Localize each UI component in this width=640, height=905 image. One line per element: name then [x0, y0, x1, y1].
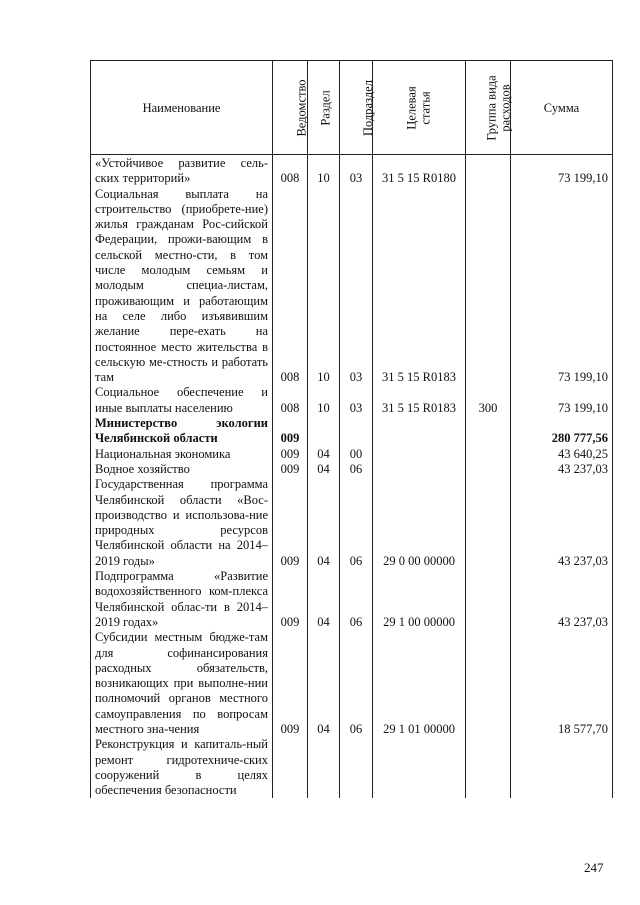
department-cell: 009 [273, 569, 308, 630]
header-amount: Сумма [511, 61, 613, 155]
amount-cell: 43 237,03 [511, 569, 613, 630]
table-header-row [91, 61, 613, 155]
subsection-cell: 03 [340, 385, 373, 416]
department-cell: 009 [273, 630, 308, 737]
section-cell: 10 [308, 187, 340, 386]
department-cell: 009 [273, 447, 308, 462]
target-article-cell: 31 5 15 R0183 [373, 385, 466, 416]
target-article-cell: 29 1 01 00000 [373, 630, 466, 737]
subsection-cell: 06 [340, 569, 373, 630]
expense-group-cell [466, 416, 511, 447]
subsection-cell: 03 [340, 155, 373, 187]
amount-cell: 43 640,25 [511, 447, 613, 462]
name-cell: Министерство экологии Челябинской области [91, 416, 273, 447]
header-section: Раздел [308, 61, 340, 155]
section-cell: 04 [308, 462, 340, 477]
target-article-cell: 31 5 15 R0183 [373, 187, 466, 386]
section-cell: 04 [308, 569, 340, 630]
subsection-cell: 03 [340, 187, 373, 386]
subsection-cell: 06 [340, 630, 373, 737]
expense-group-cell [466, 155, 511, 187]
table-row [91, 630, 613, 737]
section-cell [308, 737, 340, 798]
page-number: 247 [584, 860, 604, 875]
subsection-cell [340, 737, 373, 798]
expense-group-cell: 300 [466, 385, 511, 416]
section-cell: 10 [308, 385, 340, 416]
table-row [91, 187, 613, 386]
section-cell: 04 [308, 447, 340, 462]
expense-group-cell [466, 187, 511, 386]
name-cell: Подпрограмма «Развитие водохозяйственного ком-плекса Челябинской облас-ти в 2014–2019 годах» [91, 569, 273, 630]
table-body [91, 155, 613, 799]
amount-cell: 43 237,03 [511, 477, 613, 569]
table-row [91, 155, 613, 187]
expense-group-cell [466, 569, 511, 630]
name-cell: Социальная выплата на строительство (приобрете-ние) жилья гражданам Рос-сийской Федерации, прожи-вающим в сельской местно-сти, в том числе молодым семьям и молодым специа-листам, проживающим и работающим на селе либо изъявившим желание пере-ехать на постоянное место жительства в сельскую ме-стность и работать там [91, 187, 273, 386]
table-row [91, 462, 613, 477]
name-cell: Национальная экономика [91, 447, 273, 462]
department-cell: 009 [273, 416, 308, 447]
budget-table [90, 60, 613, 798]
target-article-cell: 29 1 00 00000 [373, 569, 466, 630]
table-row [91, 569, 613, 630]
target-article-cell: 31 5 15 R0180 [373, 155, 466, 187]
table-row [91, 447, 613, 462]
amount-cell: 73 199,10 [511, 385, 613, 416]
amount-cell: 43 237,03 [511, 462, 613, 477]
subsection-cell: 00 [340, 447, 373, 462]
expense-group-cell [466, 447, 511, 462]
target-article-cell: 29 0 00 00000 [373, 477, 466, 569]
section-cell: 04 [308, 630, 340, 737]
table-row [91, 477, 613, 569]
header-subsection: Подраздел [340, 61, 373, 155]
expense-group-cell [466, 737, 511, 798]
expense-group-cell [466, 630, 511, 737]
target-article-cell [373, 737, 466, 798]
section-cell: 04 [308, 477, 340, 569]
expense-group-cell [466, 462, 511, 477]
target-article-cell [373, 462, 466, 477]
name-cell: Субсидии местным бюдже-там для софинансирования расходных обязательств, возникающих при выполне-нии полномочий органов местного самоуправления по вопросам местного зна-чения [91, 630, 273, 737]
department-cell [273, 737, 308, 798]
subsection-cell: 06 [340, 462, 373, 477]
section-cell: 10 [308, 155, 340, 187]
target-article-cell [373, 447, 466, 462]
amount-cell: 73 199,10 [511, 155, 613, 187]
department-cell: 008 [273, 155, 308, 187]
table-row [91, 416, 613, 447]
department-cell: 008 [273, 385, 308, 416]
header-expense-group: Группа вида расходов [466, 61, 511, 155]
name-cell: Реконструкция и капиталь-ный ремонт гидротехниче-ских сооружений в целях обеспечения безопасности [91, 737, 273, 798]
subsection-cell [340, 416, 373, 447]
name-cell: «Устойчивое развитие сель-ских территорий» [91, 155, 273, 187]
header-name: Наименование [91, 61, 273, 155]
amount-cell [511, 737, 613, 798]
table-row [91, 737, 613, 798]
name-cell: Водное хозяйство [91, 462, 273, 477]
amount-cell: 280 777,56 [511, 416, 613, 447]
expense-group-cell [466, 477, 511, 569]
header-target-article: Целевая статья [373, 61, 466, 155]
subsection-cell: 06 [340, 477, 373, 569]
header-department: Ведомство [273, 61, 308, 155]
department-cell: 008 [273, 187, 308, 386]
amount-cell: 73 199,10 [511, 187, 613, 386]
name-cell: Социальное обеспечение и иные выплаты населению [91, 385, 273, 416]
section-cell [308, 416, 340, 447]
name-cell: Государственная программа Челябинской области «Вос-производство и использова-ние природных ресурсов Челябинской области на 2014–2019 годы» [91, 477, 273, 569]
target-article-cell [373, 416, 466, 447]
amount-cell: 18 577,70 [511, 630, 613, 737]
table-row [91, 385, 613, 416]
department-cell: 009 [273, 477, 308, 569]
department-cell: 009 [273, 462, 308, 477]
